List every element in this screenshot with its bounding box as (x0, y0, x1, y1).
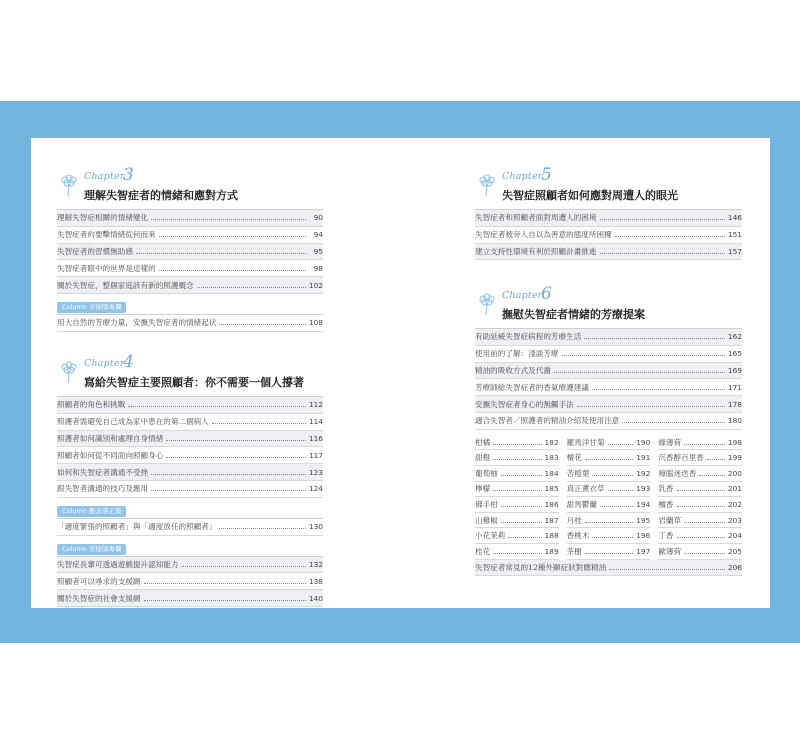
column-toc (57, 556, 323, 607)
oil-name: 苦橙葉 (566, 468, 590, 478)
chapter-title: 失智症照顧者如何應對周遭人的眼光 (502, 189, 678, 202)
chapter-number: 3 (123, 165, 134, 185)
oil-page-number: 205 (727, 546, 742, 556)
toc-page-number: 171 (727, 382, 742, 392)
chapter-title: 寫給失智症主要照顧者：你不需要一個人撐著 (84, 376, 304, 389)
toc-entry[interactable] (57, 447, 323, 464)
oil-page-number: 183 (544, 453, 559, 463)
toc-entry-text: 建立支持性環境有利於照顧計畫推進 (475, 246, 597, 256)
oil-index-entry[interactable] (475, 528, 559, 544)
toc-entry[interactable] (57, 573, 323, 590)
toc-entry-text: 失智症者常見的12種外顯症狀對應精油 (475, 562, 607, 572)
toc-entry-text: 「適度緊張的照顧者」與「適度放任的照顧者」 (57, 522, 217, 532)
oil-page-number: 193 (636, 484, 651, 494)
oil-name: 茶樹 (566, 546, 582, 556)
toc-entry-text: 精油的吸收方式及代謝 (475, 365, 551, 375)
oil-index-entry[interactable] (658, 528, 742, 544)
oil-page-number: 201 (727, 484, 742, 494)
oil-name: 檀花 (566, 453, 582, 463)
oil-page-number: 184 (544, 468, 559, 478)
toc-entry-text: 照護者如何識別和處理自身情緒 (57, 433, 164, 443)
toc-page-number: 151 (727, 230, 742, 240)
oil-page-number: 188 (544, 531, 559, 541)
column-tag: Column 芳療師專欄 (57, 544, 126, 555)
toc-entry-text: 照顧者可以尋求的支援網 (57, 576, 141, 586)
chapter-6-final-toc (475, 560, 742, 577)
chapter-title: 理解失智症者的情緒和應對方式 (84, 189, 238, 202)
oil-name: 沉香醇百里香 (658, 453, 704, 463)
oil-page-number: 186 (544, 499, 559, 509)
oil-page-number: 185 (544, 484, 559, 494)
oil-name: 丁香 (658, 531, 674, 541)
flower-icon (477, 290, 497, 316)
toc-entry-text: 失智症者約要擊情緒從何而來 (57, 230, 156, 240)
oil-page-number: 190 (636, 437, 651, 447)
toc-entry[interactable] (475, 413, 742, 430)
chapter-5-heading (475, 165, 742, 209)
toc-entry[interactable] (475, 560, 742, 577)
chapter-6-toc (475, 328, 742, 430)
oil-name: 檀香 (658, 499, 674, 509)
essential-oil-index (475, 435, 742, 560)
oil-name: 山雞椒 (475, 515, 498, 525)
oil-index-entry[interactable] (567, 466, 651, 482)
oil-index-entry[interactable] (658, 435, 742, 451)
oil-index-entry[interactable] (567, 513, 651, 529)
oil-page-number: 192 (636, 468, 651, 478)
oil-name: 甜橙 (475, 453, 491, 463)
toc-entry-text: 失智症者眼中的世界是這樣的 (57, 263, 156, 273)
toc-page-number: 165 (727, 349, 742, 359)
oil-index-entry[interactable] (475, 482, 559, 498)
oil-page-number: 194 (636, 499, 651, 509)
chapter-word: Chapter (502, 290, 543, 301)
toc-page-number: 140 (308, 593, 323, 603)
toc-entry-text: 照顧者的角色和挑戰 (57, 400, 126, 410)
toc-page-number: 117 (308, 450, 323, 460)
toc-entry[interactable] (57, 519, 323, 536)
toc-entry-text: 失智症者被旁人自以為善意的態度所困擾 (475, 230, 612, 240)
toc-entry[interactable] (57, 227, 323, 244)
oil-name: 小花茉莉 (475, 531, 506, 541)
oil-page-number: 198 (727, 437, 742, 447)
oil-page-number: 182 (544, 437, 559, 447)
oil-index-entry[interactable] (658, 497, 742, 513)
chapter-title: 撫慰失智症者情緒的芳療提案 (502, 308, 645, 321)
chapter-5-toc (475, 209, 742, 260)
toc-entry-text: 安撫失智症者身心的無觸手法 (475, 399, 574, 409)
oil-name: 岩蘭草 (658, 515, 682, 525)
toc-entry-text: 適合失智者／照護者的精油介紹及使用注意 (475, 416, 620, 426)
toc-entry[interactable] (57, 414, 323, 431)
oil-index-entry[interactable] (475, 513, 559, 529)
oil-page-number: 200 (727, 468, 742, 478)
oil-name: 綠薄荷 (658, 437, 682, 447)
toc-entry[interactable] (475, 244, 742, 261)
oil-name: 乳香 (658, 484, 674, 494)
toc-page-number: 178 (727, 399, 742, 409)
toc-entry[interactable] (57, 481, 323, 498)
toc-page-number: 108 (308, 318, 323, 328)
toc-entry[interactable] (57, 260, 323, 277)
oil-index-entry[interactable] (658, 450, 742, 466)
oil-page-number: 187 (544, 515, 559, 525)
toc-entry-text: 失智症者和照顧者面對周遭人的困境 (475, 213, 597, 223)
chapter-4-heading (57, 352, 323, 396)
oil-index-entry[interactable] (658, 466, 742, 482)
toc-entry-text: 關於失智症的社會支援網 (57, 593, 141, 603)
oil-page-number: 199 (727, 453, 742, 463)
toc-page-number: 132 (308, 559, 323, 569)
column-toc (57, 314, 323, 332)
toc-entry[interactable] (475, 379, 742, 396)
oil-page-number: 189 (544, 546, 559, 556)
toc-page-number: 123 (308, 467, 323, 477)
column-tag: Column 觀念導正篇 (57, 506, 126, 517)
oil-name: 桂花 (475, 546, 491, 556)
toc-entry[interactable] (475, 227, 742, 244)
column-tag: Column 芳療師專欄 (57, 302, 126, 313)
oil-name: 月桂 (566, 515, 582, 525)
toc-entry-text: 照顧者如何從不同面向照顧身心 (57, 450, 164, 460)
toc-page-number: 112 (308, 400, 323, 410)
toc-page-number: 95 (313, 246, 323, 256)
oil-index-entry[interactable] (475, 544, 559, 560)
toc-page-number: 169 (727, 365, 742, 375)
chapter-word: Chapter (84, 358, 125, 369)
toc-entry[interactable] (57, 464, 323, 481)
toc-entry-text: 失智症者的習慣無助感 (57, 246, 133, 256)
oil-index-entry[interactable] (567, 497, 651, 513)
oil-page-number: 196 (636, 531, 651, 541)
toc-entry-text: 照護者需避免自己成為家中患在的第二個病人 (57, 417, 209, 427)
chapter-6-heading (475, 284, 742, 328)
toc-page-number: 157 (727, 246, 742, 256)
oil-name: 佛手柑 (475, 499, 498, 509)
toc-entry[interactable] (57, 277, 323, 294)
toc-page-number: 114 (308, 417, 323, 427)
oil-page-number: 197 (636, 546, 651, 556)
chapter-number: 6 (541, 284, 552, 304)
toc-page-number: 90 (313, 213, 323, 223)
oil-page-number: 191 (636, 453, 651, 463)
oil-index-entry[interactable] (658, 513, 742, 529)
chapter-3-toc (57, 209, 323, 294)
oil-index-entry[interactable] (475, 497, 559, 513)
oil-index-entry[interactable] (567, 435, 651, 451)
toc-entry[interactable] (57, 397, 323, 414)
toc-entry-text: 如何和失智症者溝通不受挫 (57, 467, 149, 477)
oil-index-entry[interactable] (475, 466, 559, 482)
toc-entry[interactable] (475, 329, 742, 346)
toc-entry[interactable] (57, 315, 323, 332)
oil-name: 真正薰衣草 (566, 484, 605, 494)
oil-index-entry[interactable] (658, 482, 742, 498)
oil-index-entry[interactable] (658, 544, 742, 560)
chapter-5-section (475, 165, 742, 260)
oil-page-number: 202 (727, 499, 742, 509)
chapter-3-section (57, 165, 323, 332)
toc-entry-text: 失智症長輩可透過遊戲提升認知能力 (57, 559, 179, 569)
toc-entry[interactable] (57, 590, 323, 607)
oil-name: 樟腦迷迭香 (658, 468, 697, 478)
toc-page-number: 102 (308, 280, 323, 290)
flower-icon (477, 171, 497, 197)
toc-entry[interactable] (475, 210, 742, 227)
chapter-number: 4 (123, 352, 134, 372)
toc-entry-text: 使用前的了解：淺談芳療 (475, 349, 559, 359)
oil-name: 葡萄柚 (475, 468, 498, 478)
oil-index-entry[interactable] (567, 528, 651, 544)
oil-index-entry[interactable] (475, 450, 559, 466)
oil-index-entry[interactable] (567, 544, 651, 560)
toc-entry-text: 用大自然的芳療力量，安撫失智症者的情緒起伏 (57, 318, 217, 328)
oil-index-entry[interactable] (567, 482, 651, 498)
toc-page-number: 94 (313, 230, 323, 240)
toc-entry-text: 理解失智症相關的情緒變化 (57, 213, 149, 223)
oil-name: 甜馬鬱蘭 (566, 499, 598, 509)
toc-entry-text: 跟失智者溝通的技巧及應用 (57, 484, 149, 494)
toc-page-number: 146 (727, 213, 742, 223)
toc-entry[interactable] (57, 244, 323, 261)
flower-icon (59, 358, 79, 384)
oil-index-entry[interactable] (567, 450, 651, 466)
toc-entry[interactable] (57, 210, 323, 227)
toc-entry[interactable] (475, 396, 742, 413)
toc-entry-text: 有助延緩失智症病程的芳療生活 (475, 332, 582, 342)
oil-name: 柑橘 (475, 437, 491, 447)
chapter-6-section (475, 284, 742, 576)
oil-name: 歐薄荷 (658, 546, 682, 556)
toc-entry[interactable] (475, 346, 742, 363)
oil-page-number: 204 (727, 531, 742, 541)
oil-page-number: 195 (636, 515, 651, 525)
chapter-word: Chapter (502, 171, 543, 182)
chapter-4-section (57, 352, 323, 607)
oil-name: 羅馬洋甘菊 (566, 437, 605, 447)
oil-name: 檸檬 (475, 484, 491, 494)
toc-page-number: 180 (727, 416, 742, 426)
oil-name: 香桃木 (566, 531, 590, 541)
oil-page-number: 203 (727, 515, 742, 525)
oil-index-entry[interactable] (475, 435, 559, 451)
toc-page-number: 162 (727, 332, 742, 342)
toc-page-number: 98 (313, 263, 323, 273)
toc-page-number: 206 (727, 562, 742, 572)
toc-page-number: 116 (308, 433, 323, 443)
toc-entry[interactable] (57, 431, 323, 448)
flower-icon (59, 171, 79, 197)
chapter-word: Chapter (84, 171, 125, 182)
toc-page-number: 124 (308, 484, 323, 494)
column-toc (57, 518, 323, 536)
chapter-3-heading (57, 165, 323, 209)
toc-entry[interactable] (57, 557, 323, 574)
toc-entry-text: 芳療師給失智症者的香氣療護建議 (475, 382, 589, 392)
toc-page-number: 130 (308, 522, 323, 532)
chapter-number: 5 (541, 165, 552, 185)
toc-page-number: 138 (308, 576, 323, 586)
toc-entry[interactable] (475, 363, 742, 380)
toc-entry-text: 關於失智症，整個家庭該有新的照護概念 (57, 280, 194, 290)
chapter-4-toc (57, 396, 323, 498)
